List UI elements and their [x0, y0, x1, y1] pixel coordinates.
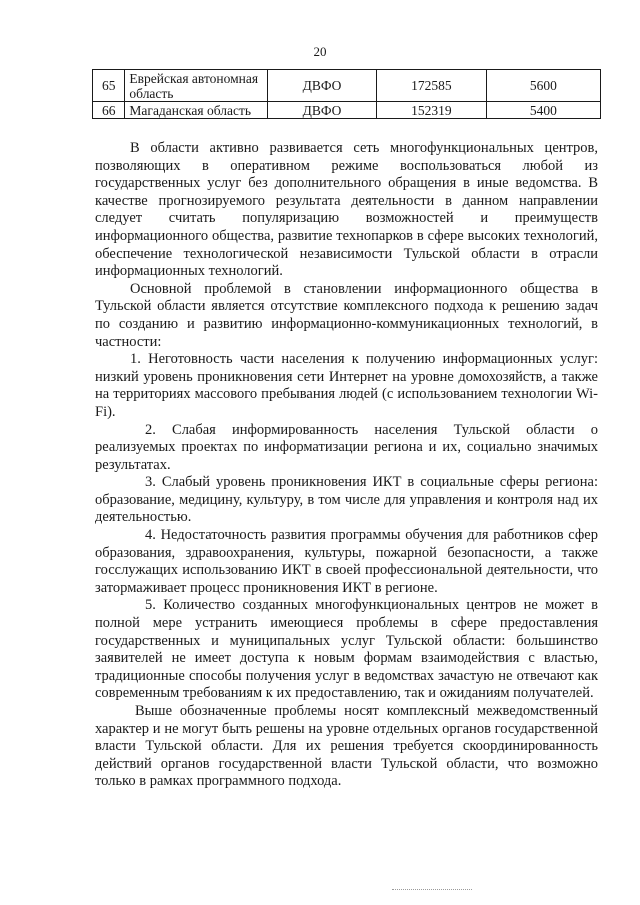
row-number-cell: 66: [93, 102, 125, 119]
table-row: [93, 70, 601, 102]
paragraph-main-problem: Основной проблемой в становлении информационного общества в Тульской области является отсутствие комплексного подхода к решению задач по созданию и развитию информационно-коммуникационных технологий, в частности:: [95, 280, 598, 350]
paragraph-mfc-network: В области активно развивается сеть многофункциональных центров, позволяющих в оперативном режиме воспользоваться любой из государственных услуг без дополнительного обращения в иные ведомства. В качестве прогнозируемого результата деятельности в данном направлении следует считать популяризацию возможностей и преимуществ информационного общества, развитие технопарков в сфере высоких технологий, обеспечение технологической независимости Тульской области в отрасли информационных технологий.: [95, 140, 598, 280]
paragraph-conclusion: Выше обозначенные проблемы носят комплексный межведомственный характер и не могут быть решены на уровне отдельных органов государственной власти Тульской области. Для их решения требуется скоординированность действий органов государственной власти Тульской области, что возможно только в рамках программного подхода.: [95, 703, 598, 790]
federal-district-cell: ДВФО: [267, 70, 376, 102]
list-item-3: 3. Слабый уровень проникновения ИКТ в социальные сферы региона: образование, медицину, культуру, в том числе для управления и контроля над их деятельностью.: [95, 474, 598, 526]
page-number: 20: [313, 44, 327, 59]
region-name-cell: Магаданская область: [125, 102, 267, 119]
population-cell: 5600: [486, 70, 600, 102]
list-item-2: 2. Слабая информированность населения Тульской области о реализуемых проектах по информатизации региона и их, социально значимых результатах.: [95, 421, 598, 473]
document-body: [95, 140, 598, 791]
list-item-4: 4. Недостаточность развития программы обучения для работников сфер образования, здравоохранения, культуры, пожарной безопасности, а также госслужащих использованию ИКТ в своей профессиональной деятельности, что затормаживает процесс проникновения ИКТ в регионе.: [95, 527, 598, 596]
list-item-1: 1. Неготовность части населения к получению информационных услуг: низкий уровень проникновения сети Интернет на уровне домохозяйств, а также на территориях массового пребывания людей (с использованием технологии Wi-Fi).: [95, 351, 598, 420]
population-cell: 5400: [486, 102, 600, 119]
region-name-cell: Еврейская автономная область: [125, 70, 267, 102]
federal-district-cell: ДВФО: [267, 102, 376, 119]
list-item-5: 5. Количество созданных многофункциональных центров не может в полной мере устранить имеющиеся проблемы в сфере предоставления государственных и муниципальных услуг Тульской области: большинство заявителей не имеет доступа к новым формам взаимодействия с властью, традиционные способы получения услуг в ведомствах зачастую не отвечают как современным требованиям к их предоставлению, так и ожиданиям получателей.: [95, 597, 598, 702]
scan-artifact-line: [392, 889, 472, 890]
regions-table: [92, 69, 601, 119]
area-cell: 172585: [377, 70, 486, 102]
row-number-cell: 65: [93, 70, 125, 102]
area-cell: 152319: [377, 102, 486, 119]
table-row: [93, 102, 601, 119]
